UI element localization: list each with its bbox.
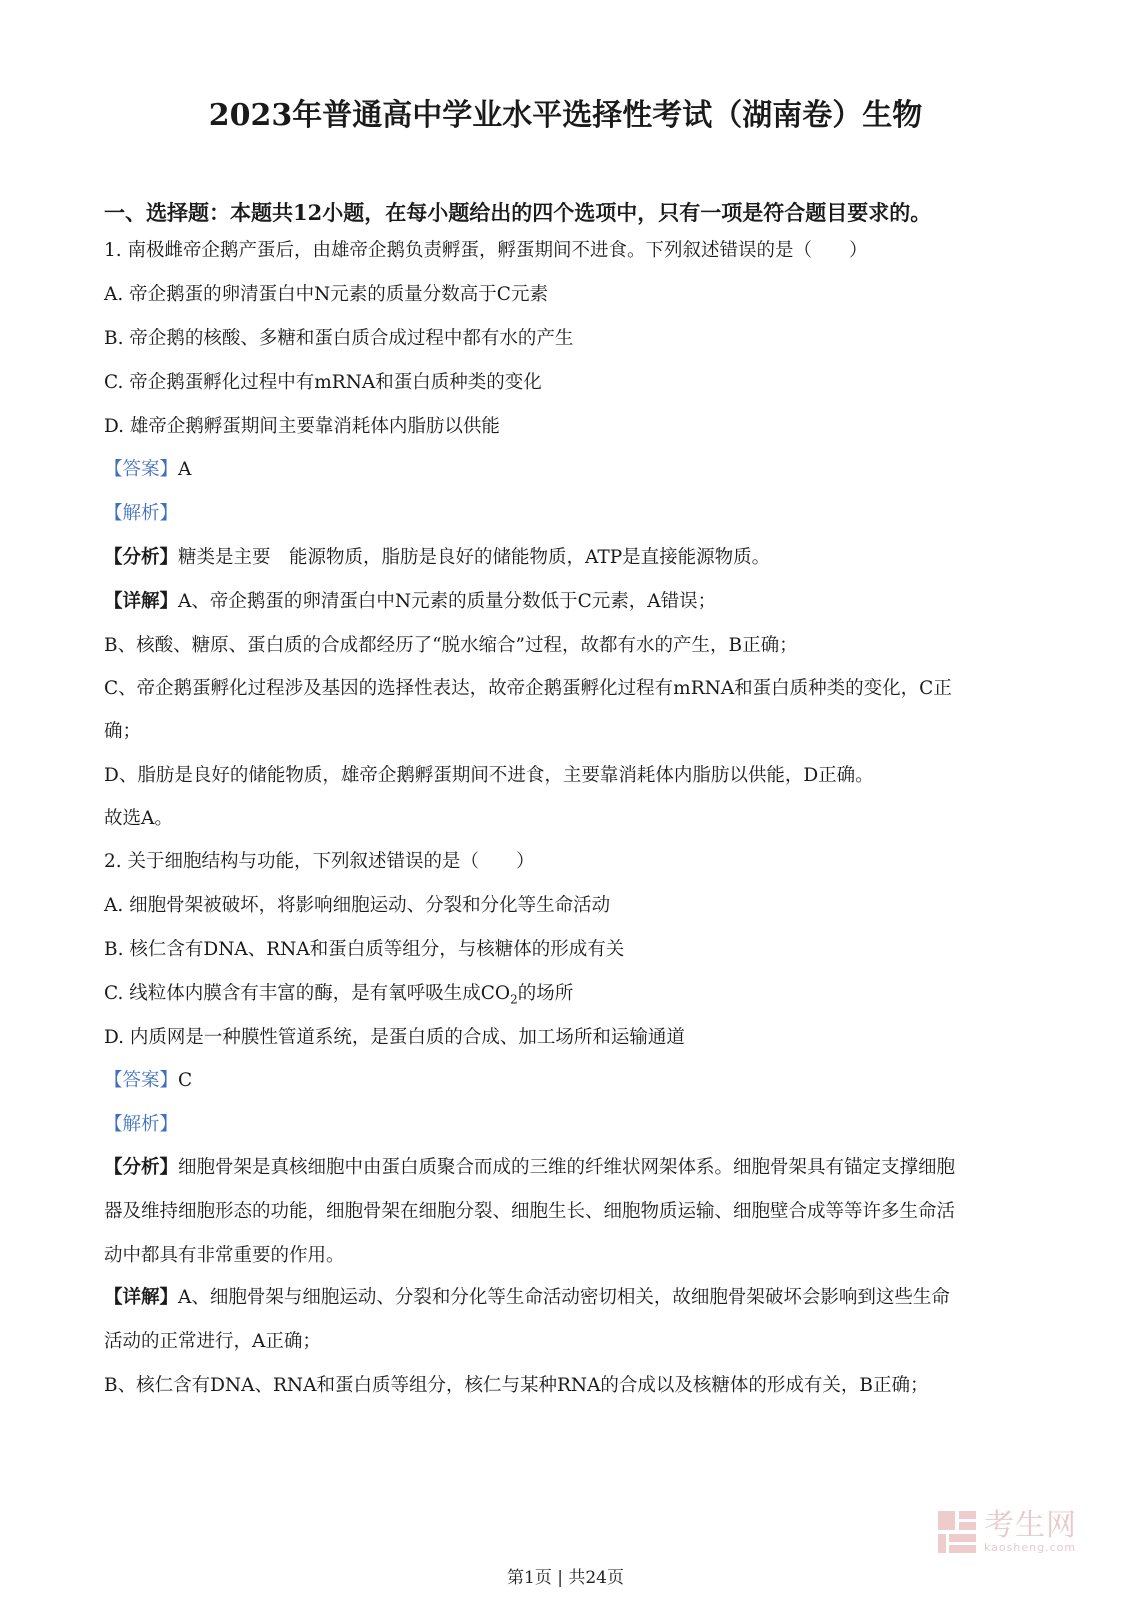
text-line (104, 281, 1034, 309)
line-text: A、细胞骨架与细胞运动、分裂和分化等生命活动密切相关，故细胞骨架破坏会影响到这些生命 (178, 1287, 950, 1308)
text-line (104, 762, 1034, 790)
section-heading: 一、选择题：本题共12小题，在每小题给出的四个选项中，只有一项是符合题目要求的。 (104, 200, 932, 225)
answer-tag: 【解析】 (104, 1114, 179, 1135)
line-text: 器及维持细胞形态的功能，细胞骨架在细胞分裂、细胞生长、细胞物质运输、细胞壁合成等等许多生命活 (104, 1201, 956, 1222)
answer-tag: 【答案】 (104, 459, 179, 480)
answer-tag: 【解析】 (104, 503, 179, 524)
analysis-tag: 【分析】 (104, 1157, 179, 1178)
line-text: B. 帝企鹅的核酸、多糖和蛋白质合成过程中都有水的产生 (104, 328, 574, 349)
line-text: C. 帝企鹅蛋孵化过程中有mRNA和蛋白质种类的变化 (104, 372, 542, 393)
line-text: B. 核仁含有DNA、RNA和蛋白质等组分，与核糖体的形成有关 (104, 939, 625, 960)
answer-tag: 【答案】 (104, 1070, 179, 1091)
line-text: 故选A。 (104, 808, 173, 829)
text-line (104, 1328, 1034, 1356)
text-line (104, 1067, 1034, 1095)
text-line (104, 892, 1034, 920)
text-line (104, 588, 1034, 616)
text-line (104, 675, 1034, 703)
text-line (104, 500, 1034, 528)
text-line (104, 805, 1034, 833)
line-text: 2 (510, 992, 518, 1007)
watermark-text: 考生网 (984, 1508, 1077, 1543)
line-text: D、脂肪是良好的储能物质，雄帝企鹅孵蛋期间不进食，主要靠消耗体内脂肪以供能，D正确。 (104, 765, 874, 786)
text-line (104, 369, 1034, 397)
text-line (104, 632, 1034, 660)
line-text: C、帝企鹅蛋孵化过程涉及基因的选择性表达，故帝企鹅蛋孵化过程有mRNA和蛋白质种类的变化，C正 (104, 678, 952, 699)
line-text: 1. 南极雌帝企鹅产蛋后，由雄帝企鹅负责孵蛋，孵蛋期间不进食。下列叙述错误的是（ ） (104, 240, 868, 261)
line-text: 确； (104, 721, 142, 742)
text-line (104, 718, 1034, 746)
line-text: 2. 关于细胞结构与功能，下列叙述错误的是（ ） (104, 851, 535, 872)
watermark-url: kaosheng.com (984, 1541, 1077, 1554)
text-line (104, 325, 1034, 353)
analysis-tag: 【分析】 (104, 547, 179, 568)
text-line (104, 1154, 1034, 1182)
line-text: A. 帝企鹅蛋的卵清蛋白中N元素的质量分数高于C元素 (104, 284, 548, 305)
text-line (104, 1242, 1034, 1270)
line-text: 糖类是主要 能源物质，脂肪是良好的储能物质，ATP是直接能源物质。 (178, 547, 771, 568)
line-text: 活动的正常进行，A正确； (104, 1331, 321, 1352)
text-line (104, 456, 1034, 484)
line-text: A、帝企鹅蛋的卵清蛋白中N元素的质量分数低于C元素，A错误； (178, 591, 717, 612)
text-line (104, 1284, 1034, 1312)
text-line (104, 544, 1034, 572)
line-text: B、核酸、糖原、蛋白质的合成都经历了“脱水缩合”过程，故都有水的产生，B正确； (104, 635, 798, 656)
line-text: 的场所 (517, 983, 574, 1004)
line-text: C. 线粒体内膜含有丰富的酶，是有氧呼吸生成CO (104, 983, 511, 1004)
line-text: A (178, 459, 192, 480)
analysis-tag: 【详解】 (104, 591, 179, 612)
line-text: 动中都具有非常重要的作用。 (104, 1245, 345, 1266)
kaosheng-watermark (936, 1506, 1106, 1558)
line-text: D. 雄帝企鹅孵蛋期间主要靠消耗体内脂肪以供能 (104, 416, 500, 437)
analysis-tag: 【详解】 (104, 1287, 179, 1308)
line-text: B、核仁含有DNA、RNA和蛋白质等组分，核仁与某种RNA的合成以及核糖体的形成有关，B正确； (104, 1375, 929, 1396)
text-line (104, 413, 1034, 441)
line-text: D. 内质网是一种膜性管道系统，是蛋白质的合成、加工场所和运输通道 (104, 1027, 685, 1048)
text-line (104, 237, 1034, 265)
text-line (104, 1111, 1034, 1139)
text-line (104, 1024, 1034, 1052)
text-line (104, 848, 1034, 876)
kaosheng-logo-icon (936, 1509, 978, 1555)
page-footer: 第1页 | 共24页 (507, 1568, 624, 1588)
line-text: 细胞骨架是真核细胞中由蛋白质聚合而成的三维的纤维状网架体系。细胞骨架具有锚定支撑细胞 (178, 1157, 956, 1178)
text-line (104, 1372, 1034, 1400)
line-text: C (178, 1070, 193, 1091)
text-line (104, 936, 1034, 964)
document-title: 2023年普通高中学业水平选择性考试（湖南卷）生物 (208, 98, 923, 133)
text-line (104, 1198, 1034, 1226)
text-line (104, 980, 1034, 1008)
line-text: A. 细胞骨架被破坏，将影响细胞运动、分裂和分化等生命活动 (104, 895, 611, 916)
